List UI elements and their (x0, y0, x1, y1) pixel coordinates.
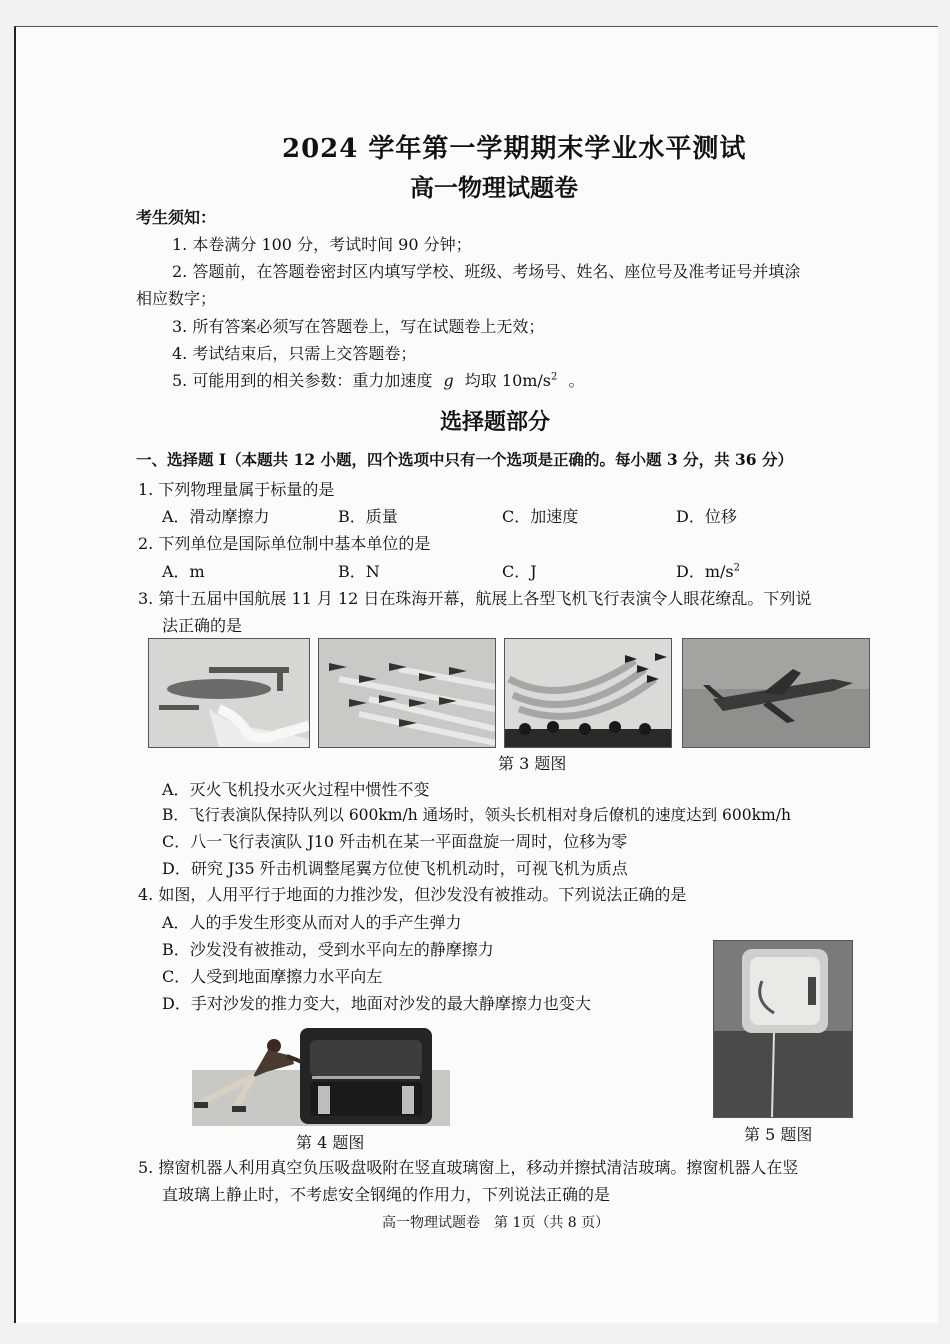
gravity-value: 均取 10m/s (464, 371, 552, 390)
q4-option-b: B．沙发没有被推动，受到水平向左的静摩擦力 (162, 940, 494, 959)
notice-item-4: 4. 考试结束后，只需上交答题卷； (172, 344, 417, 363)
q4-option-c: C．人受到地面摩擦力水平向左 (162, 967, 383, 986)
q2-option-d (676, 559, 740, 582)
gravity-symbol: g (443, 371, 454, 390)
q4-option-a: A．人的手发生形变从而对人的手产生弹力 (162, 913, 462, 932)
notice-heading: 考生须知： (136, 208, 217, 227)
q1-option-d: D．位移 (676, 507, 737, 526)
jet-fighter-photo (682, 638, 870, 748)
q2-option-b: B．N (338, 562, 380, 581)
exam-title: 2024 学年第一学期期末学业水平测试 (282, 134, 747, 164)
q2-option-d-text: D．m/s (676, 562, 734, 581)
notice-item-5-text: 5. 可能用到的相关参数：重力加速度 (172, 371, 433, 390)
q1-stem: 1. 下列物理量属于标量的是 (138, 480, 335, 499)
q3-stem-line2: 法正确的是 (162, 616, 243, 635)
section-title: 选择题部分 (440, 409, 551, 435)
formation-flight-photo (318, 638, 496, 748)
q5-stem-line1: 5. 擦窗机器人利用真空负压吸盘吸附在竖直玻璃窗上，移动并擦拭清洁玻璃。擦窗机器人在竖 (138, 1158, 799, 1177)
page-footer: 高一物理试题卷 第 1页（共 8 页） (382, 1215, 610, 1231)
q3-figure-caption: 第 3 题图 (498, 754, 567, 773)
q3-option-b: B．飞行表演队保持队列以 600km/h 通场时，领头长机相对身后僚机的速度达到 600km/h (162, 806, 791, 824)
q1-option-c: C．加速度 (502, 507, 579, 526)
q3-option-d: D．研究 J35 歼击机调整尾翼方位使飞机机动时，可视飞机为质点 (162, 859, 628, 878)
notice-item-1: 1. 本卷满分 100 分，考试时间 90 分钟； (172, 235, 472, 254)
window-robot-photo (713, 940, 853, 1118)
q3-option-c: C．八一飞行表演队 J10 歼击机在某一平面盘旋一周时，位移为零 (162, 832, 628, 851)
exam-subtitle: 高一物理试题卷 (410, 173, 578, 202)
notice-item-5-end: 。 (568, 371, 585, 390)
q1-option-a: A．滑动摩擦力 (162, 507, 270, 526)
q5-figure-caption: 第 5 题图 (744, 1125, 813, 1144)
notice-item-2: 2. 答题前，在答题卷密封区内填写学校、班级、考场号、姓名、座位号及准考证号并填涂 (172, 262, 801, 281)
q2-stem: 2. 下列单位是国际单位制中基本单位的是 (138, 534, 431, 553)
notice-item-3: 3. 所有答案必须写在答题卷上，写在试题卷上无效； (172, 317, 545, 336)
q4-stem: 4. 如图，人用平行于地面的力推沙发，但沙发没有被推动。下列说法正确的是 (138, 885, 687, 904)
notice-item-2-cont: 相应数字； (136, 289, 217, 308)
aerobatic-team-photo (504, 638, 672, 748)
gravity-exponent: 2 (551, 371, 558, 383)
q4-figure-caption: 第 4 题图 (296, 1133, 365, 1152)
q2-option-d-exponent: 2 (733, 562, 740, 574)
q3-option-a: A．灭火飞机投水灭火过程中惯性不变 (162, 780, 430, 799)
q2-option-c: C．J (502, 562, 537, 581)
firefighting-plane-photo (148, 638, 310, 748)
sofa-push-figure (192, 1026, 450, 1126)
q3-stem-line1: 3. 第十五届中国航展 11 月 12 日在珠海开幕，航展上各型飞机飞行表演令人眼花缭乱。下列说 (138, 589, 812, 608)
notice-item-5 (172, 368, 585, 391)
q1-option-b: B．质量 (338, 507, 398, 526)
q2-option-a: A．m (162, 562, 205, 581)
q5-stem-line2: 直玻璃上静止时，不考虑安全钢绳的作用力，下列说法正确的是 (162, 1185, 611, 1204)
q4-option-d: D．手对沙发的推力变大，地面对沙发的最大静摩擦力也变大 (162, 994, 591, 1013)
part-heading: 一、选择题 I（本题共 12 小题，四个选项中只有一个选项是正确的。每小题 3 分，共 36 分） (136, 450, 793, 469)
